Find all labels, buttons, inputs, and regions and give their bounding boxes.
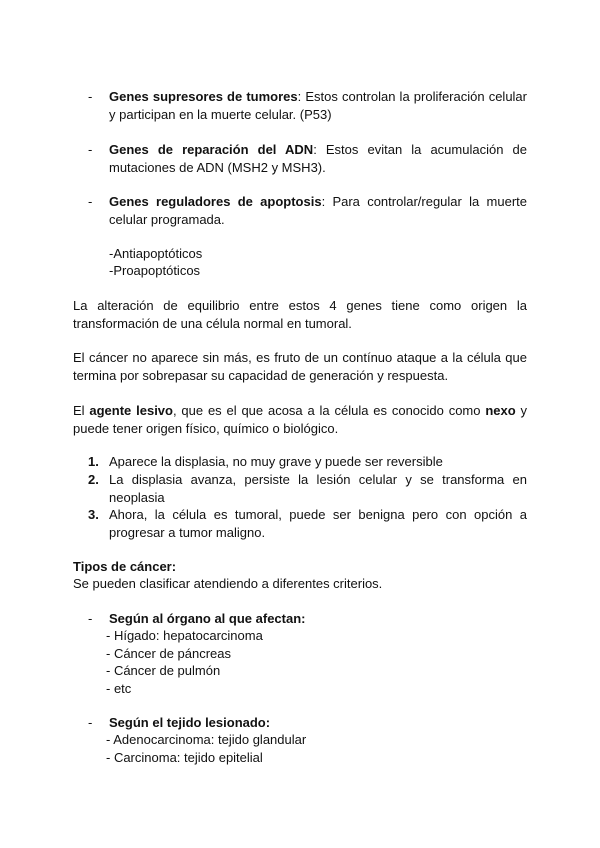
bullet-dash: - [88, 89, 93, 104]
bullet-term: Genes de reparación del ADN [109, 142, 314, 157]
paragraph-cancer: El cáncer no aparece sin más, es fruto de un contínuo ataque a la célula que termina por sobrepasar su capacidad de generación y respuesta. [73, 350, 527, 383]
tipos-intro: Se pueden clasificar atendiendo a diferentes criterios. [73, 576, 383, 591]
step-text: Aparece la displasia, no muy grave y puede ser reversible [109, 454, 443, 469]
list-item: - Cáncer de páncreas [106, 646, 232, 661]
bullet-text: : Estos controlan la proliferación celular y participan en la muerte celular. (P53) [109, 89, 527, 122]
list-item: - Carcinoma: tejido epitelial [106, 750, 263, 765]
bullet-dash: - [88, 611, 93, 626]
bullet-text: : Estos evitan la acumulación de mutaciones de ADN (MSH2 y MSH3). [109, 142, 527, 175]
list-item: - etc [106, 681, 132, 696]
criterio-tejido-title: Según el tejido lesionado: [109, 715, 271, 730]
step-number: 3. [88, 507, 99, 522]
list-item: - Hígado: hepatocarcinoma [106, 628, 263, 643]
bullet-genes-supresores [109, 88, 527, 124]
paragraph-equilibrio: La alteración de equilibrio entre estos 4 genes tiene como origen la transformación de una célula normal en tumoral. [73, 298, 527, 331]
list-item: - Cáncer de pulmón [106, 663, 221, 678]
paragraph-text: y puede tener origen físico, químico o biológico. [73, 403, 527, 436]
bullet-text: : Para controlar/regular la muerte celular programada. [109, 194, 527, 227]
bullet-dash: - [88, 142, 93, 157]
step-text: La displasia avanza, persiste la lesión celular y se transforma en neoplasia [109, 472, 527, 505]
step-number: 2. [88, 472, 99, 487]
bullet-dash: - [88, 715, 93, 730]
step-number: 1. [88, 454, 99, 469]
step-text: Ahora, la célula es tumoral, puede ser benigna pero con opción a progresar a tumor maligno. [109, 507, 527, 540]
criterio-organo-title: Según al órgano al que afectan: [109, 611, 306, 626]
paragraph-text: , que es el que acosa a la célula es conocido como [172, 403, 486, 418]
term-nexo: nexo [485, 403, 516, 418]
list-item: - Adenocarcinoma: tejido glandular [106, 732, 307, 747]
apoptosis-type: -Proapoptóticos [109, 263, 201, 278]
term-agente-lesivo: agente lesivo [89, 403, 173, 418]
bullet-term: Genes reguladores de apoptosis [109, 194, 322, 209]
bullet-term: Genes supresores de tumores [109, 89, 298, 104]
bullet-genes-apoptosis [109, 193, 527, 229]
bullet-dash: - [88, 194, 93, 209]
paragraph-agente [73, 402, 527, 438]
paragraph-text: El [73, 403, 90, 418]
apoptosis-type: -Antiapoptóticos [109, 246, 203, 261]
bullet-genes-reparacion [109, 141, 527, 177]
section-heading-tipos: Tipos de cáncer: [73, 559, 177, 574]
